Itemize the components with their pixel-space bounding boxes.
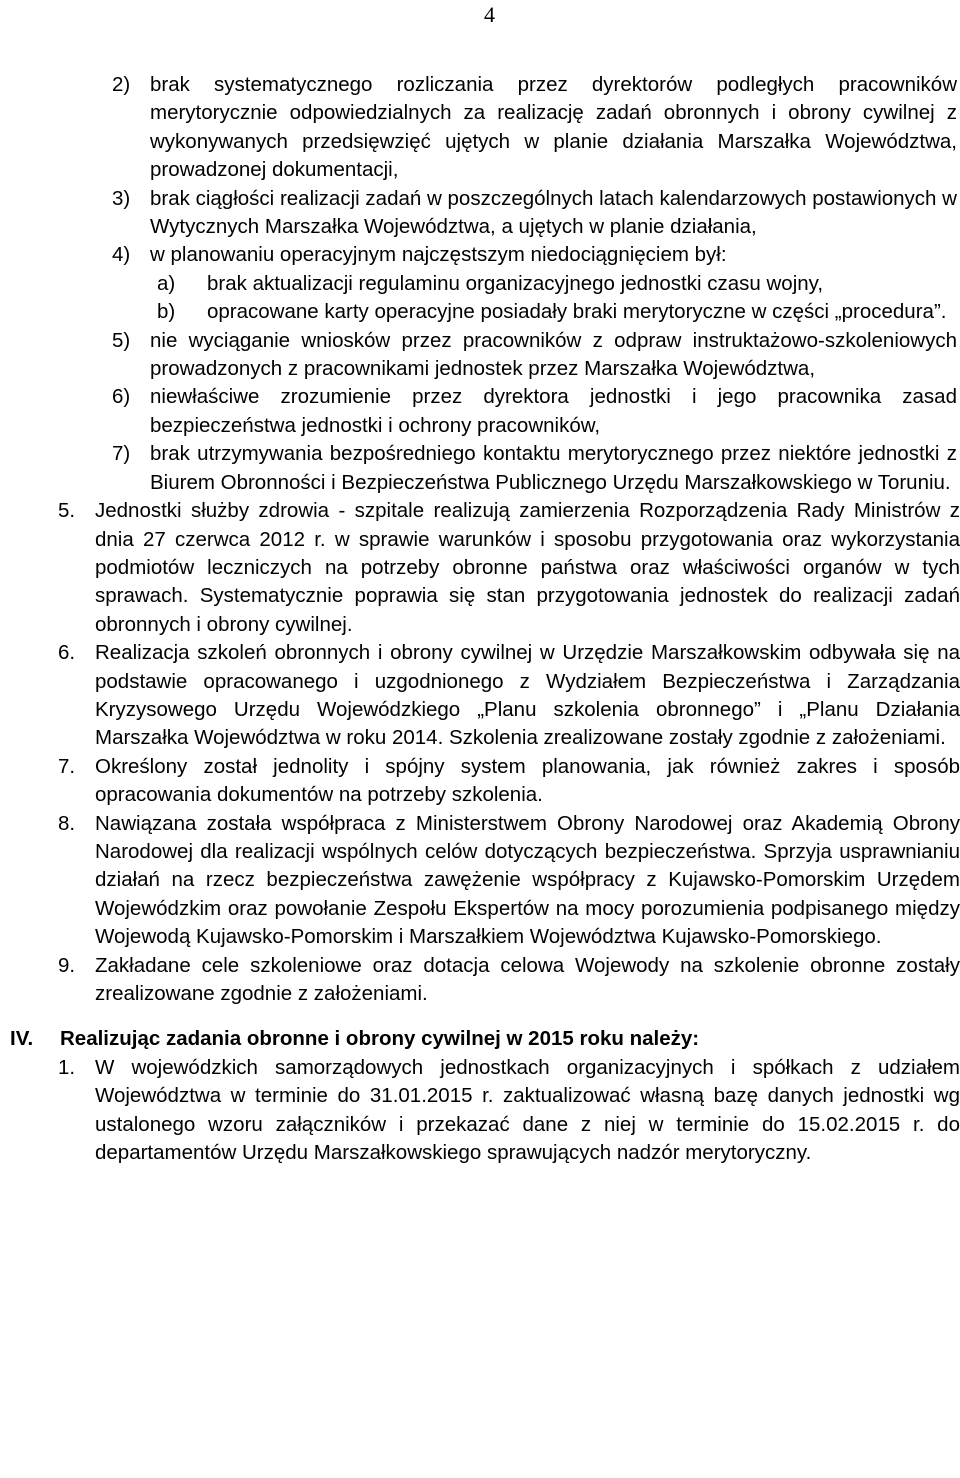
numbered-paragraph xyxy=(0,497,960,639)
list-item xyxy=(0,327,960,384)
list-item-number: 3) xyxy=(112,186,131,210)
list-item-number: 2) xyxy=(112,73,131,96)
numbered-paragraph xyxy=(0,810,960,952)
list-item-text: brak ciągłości realizacji zadań w poszczególnych latach kalendarzowych postawionych w Wytycznych Marszałka Województwa, a ujętych w planie działania, xyxy=(150,186,957,239)
list-item xyxy=(0,440,960,497)
section-heading xyxy=(0,1025,960,1053)
list-item xyxy=(0,241,960,269)
paragraph-number: 6. xyxy=(58,641,76,665)
paragraph-text: Nawiązana została współpraca z Ministerstwem Obrony Narodowej oraz Akademią Obrony Narodowej dla realizacji wspólnych celów dotyczących bezpieczeństwa. Sprzyja usprawnianiu działań na rzecz bezpieczeństwa zawężenie współpracy z Kujawsko-Pomorskim Urzędem Wojewódzkim oraz powołanie Zespołu Ekspertów na mocy porozumienia podpisanego między Wojewodą Kujawsko-Pomorskim i Marszałkiem Województwa Kujawsko-Pomorskiego. xyxy=(95,811,960,949)
paragraph-text: W wojewódzkich samorządowych jednostkach organizacyjnych i spółkach z udziałem Województwa w terminie do 31.01.2015 r. zaktualizować własną bazę danych jednostki wg ustalonego wzoru załączników i przekazać dane z niej w terminie do 15.02.2015 r. do departamentów Urzędu Marszałkowskiego sprawujących nadzór merytoryczny. xyxy=(95,1055,960,1165)
paragraph-number: 5. xyxy=(58,499,76,523)
paragraph-text: Realizacja szkoleń obronnych i obrony cywilnej w Urzędzie Marszałkowskim odbywała się na podstawie opracowanego i uzgodnionego z Wydziałem Bezpieczeństwa i Zarządzania Kryzysowego Urzędu Wojewódzkiego „Planu szkolenia obronnego” i „Planu Działania Marszałka Województwa w roku 2014. Szkolenia zrealizowane zostały zgodnie z założeniami. xyxy=(95,641,960,750)
list-item-text: niewłaściwe zrozumienie przez dyrektora jednostki i jego pracownika zasad bezpieczeństwa jednostki i ochrony pracowników, xyxy=(150,385,957,437)
paragraph-text: Określony został jednolity i spójny system planowania, jak również zakres i sposób opracowania dokumentów na potrzeby szkolenia. xyxy=(95,754,960,807)
page-number: 4 xyxy=(484,2,495,27)
list-item-number: 4) xyxy=(112,243,131,267)
list-item-number: 5) xyxy=(112,328,131,352)
list-item xyxy=(0,383,960,440)
list-item-number: 6) xyxy=(112,385,131,409)
paragraph-text: Jednostki służby zdrowia - szpitale realizują zamierzenia Rozporządzenia Rady Ministrów z dnia 27 czerwca 2012 r. w sprawie warunków i sposobu przygotowania oraz wykorzystania podmiotów leczniczych na potrzeby obronne państwa oraz właściwości organów w tych sprawach. Systematycznie poprawia się stan przygotowania jednostek do realizacji zadań obronnych i obrony cywilnej. xyxy=(95,499,960,636)
document-body xyxy=(0,71,960,1167)
numbered-paragraph xyxy=(0,753,960,810)
list-subitem-letter: b) xyxy=(157,300,176,324)
list-item xyxy=(0,185,960,242)
numbered-paragraph xyxy=(0,639,960,753)
paragraph-number: 1. xyxy=(58,1055,76,1079)
list-subitem-text: brak aktualizacji regulaminu organizacyjnego jednostki czasu wojny, xyxy=(207,271,824,295)
paragraph-number: 8. xyxy=(58,811,76,835)
numbered-paragraph xyxy=(0,1054,960,1168)
paragraph-text: Zakładane cele szkoleniowe oraz dotacja celowa Wojewody na szkolenie obronne zostały zrealizowane zgodnie z założeniami. xyxy=(95,953,960,1005)
list-item-text: brak systematycznego rozliczania przez dyrektorów podległych pracowników merytorycznie odpowiedzialnych za realizację zadań obronnych i obrony cywilnej z wykonywanych przedsięwzięć ujętych w planie działania Marszałka Województwa, prowadzonej dokumentacji, xyxy=(150,73,957,182)
section-heading-text: Realizując zadania obronne i obrony cywilnej w 2015 roku należy: xyxy=(60,1027,700,1051)
list-item-text: nie wyciąganie wniosków przez pracowników z odpraw instruktażowo-szkoleniowych prowadzonych z pracownikami jednostek przez Marszałka Województwa, xyxy=(150,328,957,381)
list-subitem xyxy=(0,298,960,326)
numbered-paragraph xyxy=(0,952,960,1009)
paragraph-number: 7. xyxy=(58,754,76,778)
list-item-text: brak utrzymywania bezpośredniego kontaktu merytorycznego przez niektóre jednostki z Biurem Obronności i Bezpieczeństwa Publicznego Urzędu Marszałkowskiego w Toruniu. xyxy=(150,442,957,494)
list-subitem xyxy=(0,270,960,298)
paragraph-number: 9. xyxy=(58,953,76,977)
list-item-text: w planowaniu operacyjnym najczęstszym niedociągnięciem był: xyxy=(150,243,727,267)
list-subitem-text: opracowane karty operacyjne posiadały braki merytoryczne w części „procedura”. xyxy=(207,300,947,324)
list-item-number: 7) xyxy=(112,442,131,466)
list-item xyxy=(0,71,960,185)
section-number: IV. xyxy=(10,1027,34,1051)
list-subitem-letter: a) xyxy=(157,271,176,295)
